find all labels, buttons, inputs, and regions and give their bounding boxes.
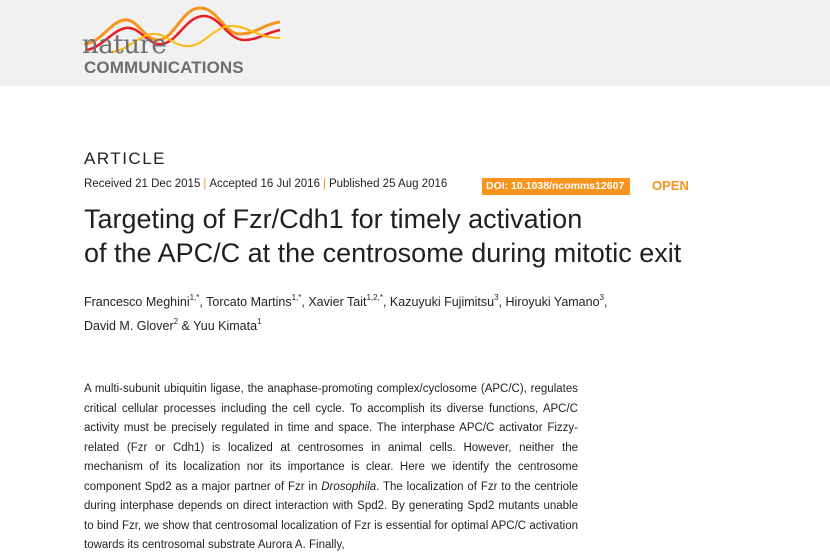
abstract-text: A multi-subunit ubiquitin ligase, the anaphase-promoting complex/cyclosome (APC/C), regulates critical cellular processes including the cell cycle. To accomplish its diverse functions, APC/C activity must be precisely regulated in time and space. The interphase APC/C activator Fizzy-related (Fzr or Cdh1) is localized at centrosomes in animal cells. However, neither the mechanism of its localization nor its importance is clear. Here we identify the centrosome component Spd2 as a major partner of Fzr in [84, 383, 578, 493]
date-separator: | [203, 178, 207, 190]
open-access-label: OPEN [652, 178, 689, 193]
logo-communications-text: COMMUNICATIONS [84, 58, 244, 77]
author-name[interactable]: Hiroyuki Yamano [505, 295, 600, 309]
published-date: Published 25 Aug 2016 [328, 178, 448, 190]
author-name[interactable]: Torcato Martins [206, 295, 292, 309]
abstract-paragraph [84, 380, 578, 553]
author-affiliation: 2 [173, 317, 179, 326]
journal-logo[interactable] [82, 0, 282, 86]
author-affiliation: 1,* [291, 293, 302, 302]
journal-header [0, 0, 830, 86]
author-name[interactable]: Yuu Kimata [193, 319, 258, 333]
abstract-italic-term: Drosophila [321, 480, 377, 493]
author-name[interactable]: Kazuyuki Fujimitsu [389, 295, 495, 309]
author-affiliation: 1,* [189, 293, 200, 302]
author-affiliation: 1,2,* [366, 293, 383, 302]
author-name[interactable]: David M. Glover [84, 319, 174, 333]
accepted-date: Accepted 16 Jul 2016 [209, 178, 320, 190]
author-list: Francesco Meghini$^{1,*}$, Torcato Martins$^{1,*}$, Xavier Tait$^{1,2,*}$, Kazuyuki Fujimitsu$^3$, Hiroyuki Yamano$^3$, David M. Glover$^2$ & Yuu Kimata$^1$ [84, 293, 608, 333]
received-date: Received 21 Dec 2015 [84, 178, 201, 190]
abstract-text: . The localization of Fzr to the centriole during interphase depends on direct interaction with Spd2. By generating Spd2 mutants unable to bind Fzr, we show that centrosomal localization of Fzr is essential for optimal APC/C activation towards its centrosomal substrate Aurora A. Finally, [84, 480, 578, 551]
article-type-label: ARTICLE [84, 149, 166, 168]
title-line-1: Targeting of Fzr/Cdh1 for timely activation [84, 204, 583, 234]
author-affiliation: 3 [599, 293, 604, 302]
author-name[interactable]: Xavier Tait [308, 295, 367, 309]
author-name[interactable]: Francesco Meghini [84, 295, 190, 309]
date-separator: | [322, 178, 326, 190]
abstract [84, 380, 578, 553]
title-line-2: of the APC/C at the centrosome during mitotic exit [84, 238, 682, 268]
publication-dates [84, 178, 447, 190]
author-affiliation: 1 [257, 317, 262, 326]
logo-nature-text: nature [82, 30, 167, 60]
article-title [84, 202, 784, 270]
author-affiliation: 3 [494, 293, 499, 302]
doi-badge[interactable]: DOI: 10.1038/ncomms12607 [482, 178, 630, 195]
